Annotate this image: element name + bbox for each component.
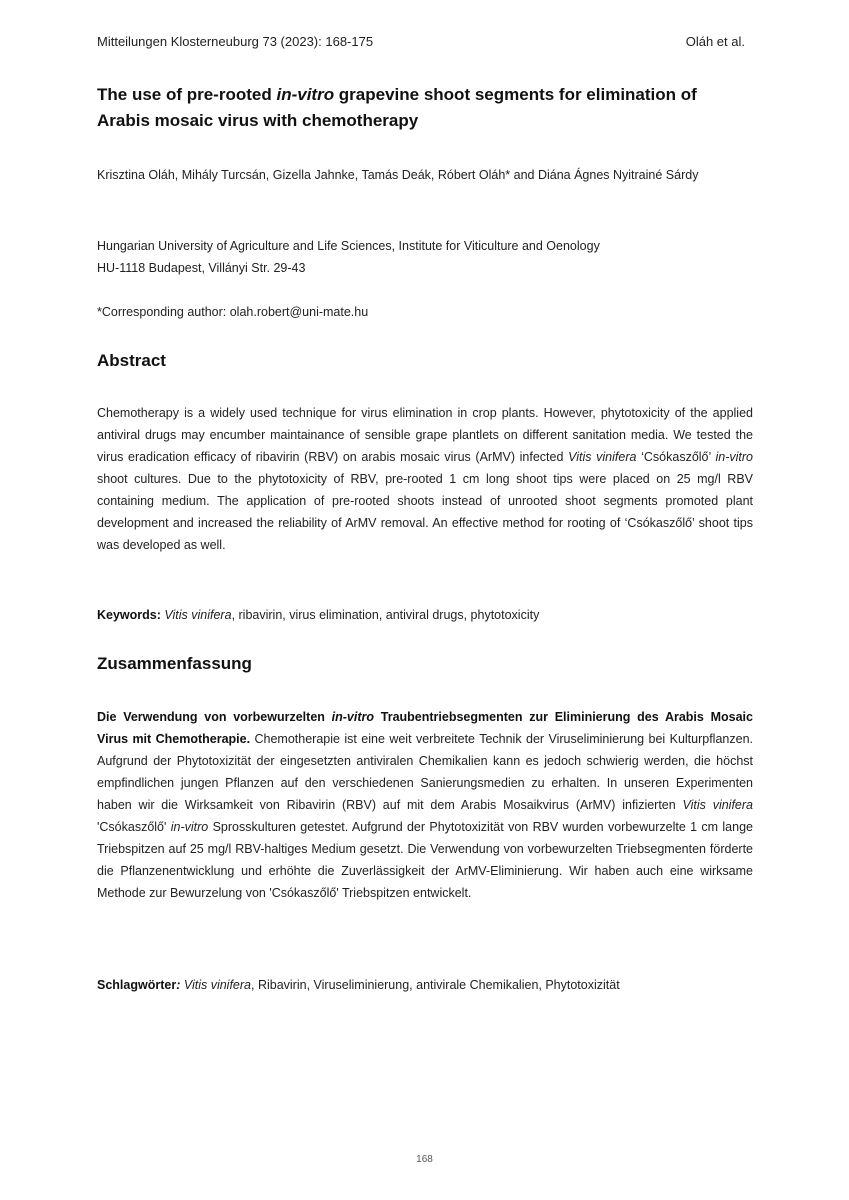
abstract-span: shoot cultures. Due to the phytotoxicity of RBV, pre-rooted 1 cm long shoot tips were placed on 25 mg/l RBV containing medium. The application of pre-rooted shoots instead of unrooted shoot segments promoted plant development and increased the reliability of ArMV removal. An effective method for rooting of ‘Csókaszőlő’ shoot tips was developed as well. (97, 472, 753, 552)
author-list: Krisztina Oláh, Mihály Turcsán, Gizella Jahnke, Tamás Deák, Róbert Oláh* and Diána Ágnes Nyitrainé Sárdy (97, 168, 699, 182)
abstract-italic: in-vitro (715, 450, 753, 464)
zusammenfassung-heading: Zusammenfassung (97, 654, 252, 673)
zus-span: Sprosskulturen getestet. Aufgrund der Phytotoxizität von RBV wurden vorbewurzelte 1 cm lange Triebspitzen auf 25 mg/l RBV-haltiges Medium gesetzt. Die Verwendung von vorbewurzelten Triebsegmenten förderte die Pflanzenentwicklung und erhöhte die Zuverlässigkeit der ArMV-Eliminierung. Wir haben auch eine wirksame Methode zur Bewurzelung von 'Csókaszőlő' Triebspitzen entwickelt. (97, 820, 753, 900)
abstract-italic: Vitis vinifera (568, 450, 637, 464)
affiliation-address: HU-1118 Budapest, Villányi Str. 29-43 (97, 261, 306, 275)
corresponding-author: *Corresponding author: olah.robert@uni-mate.hu (97, 305, 369, 319)
running-authors: Oláh et al. (685, 34, 745, 49)
keywords-list: , ribavirin, virus elimination, antiviral drugs, phytotoxicity (231, 608, 540, 622)
affiliation (97, 235, 753, 279)
journal-citation: Mitteilungen Klosterneuburg 73 (2023): 168-175 (97, 34, 374, 49)
zus-bold: Die Verwendung von vorbewurzelten (97, 710, 332, 724)
zusammenfassung-text (97, 706, 753, 904)
schlagwoerter-list: , Ribavirin, Viruseliminierung, antivirale Chemikalien, Phytotoxizität (251, 978, 620, 992)
zus-italic: Vitis vinifera (682, 798, 753, 812)
abstract-span: ‘Csókaszőlő’ (636, 450, 716, 464)
running-header (97, 34, 745, 49)
abstract-text (97, 402, 753, 556)
schlagwoerter (97, 974, 753, 996)
title-italic: in-vitro (276, 85, 335, 104)
paper-title (97, 82, 747, 134)
zus-italic: in-vitro (170, 820, 209, 834)
title-text: The use of pre-rooted (97, 85, 277, 104)
zus-bold-italic: in-vitro (331, 710, 375, 724)
title-text: grapevine shoot segments for elimination of Arabis mosaic virus with chemotherapy (97, 85, 697, 130)
keywords-label: Keywords: (97, 608, 161, 622)
schlagwoerter-label: Schlagwörter (97, 978, 177, 992)
zus-bold: Traubentriebsegmenten zur Eliminierung des Arabis Mosaic Virus mit Chemotherapie. (97, 710, 753, 746)
keywords-italic: Vitis vinifera (164, 608, 232, 622)
abstract-span: Chemotherapy is a widely used technique for virus elimination in crop plants. However, phytotoxicity of the applied antiviral drugs may encumber maintainance of sensible grape plantlets on different sanitation media. We tested the virus eradication efficacy of ribavirin (RBV) on arabis mosaic virus (ArMV) infected (97, 406, 753, 464)
affiliation-institution: Hungarian University of Agriculture and Life Sciences, Institute for Viticulture and Oenology (97, 239, 600, 253)
schlagwoerter-colon: : (176, 978, 181, 992)
page-number: 168 (416, 1154, 433, 1165)
keywords (97, 604, 753, 626)
schlagwoerter-italic: Vitis vinifera (180, 978, 251, 992)
abstract-heading: Abstract (97, 351, 166, 370)
zus-span: Chemotherapie ist eine weit verbreitete Technik der Viruseliminierung bei Kulturpflanzen. Aufgrund der Phytotoxizität der eingesetzten antiviralen Chemikalien kann es jedoch schwierig werden, die höchst empfindlichen jungen Pflanzen auf den verschiedenen Sanierungsmedien zu erhalten. In unseren Experimenten haben wir die Wirksamkeit von Ribavirin (RBV) auf mit dem Arabis Mosaikvirus (ArMV) infizierten (97, 732, 753, 812)
zus-span: 'Csókaszőlő' (97, 820, 171, 834)
